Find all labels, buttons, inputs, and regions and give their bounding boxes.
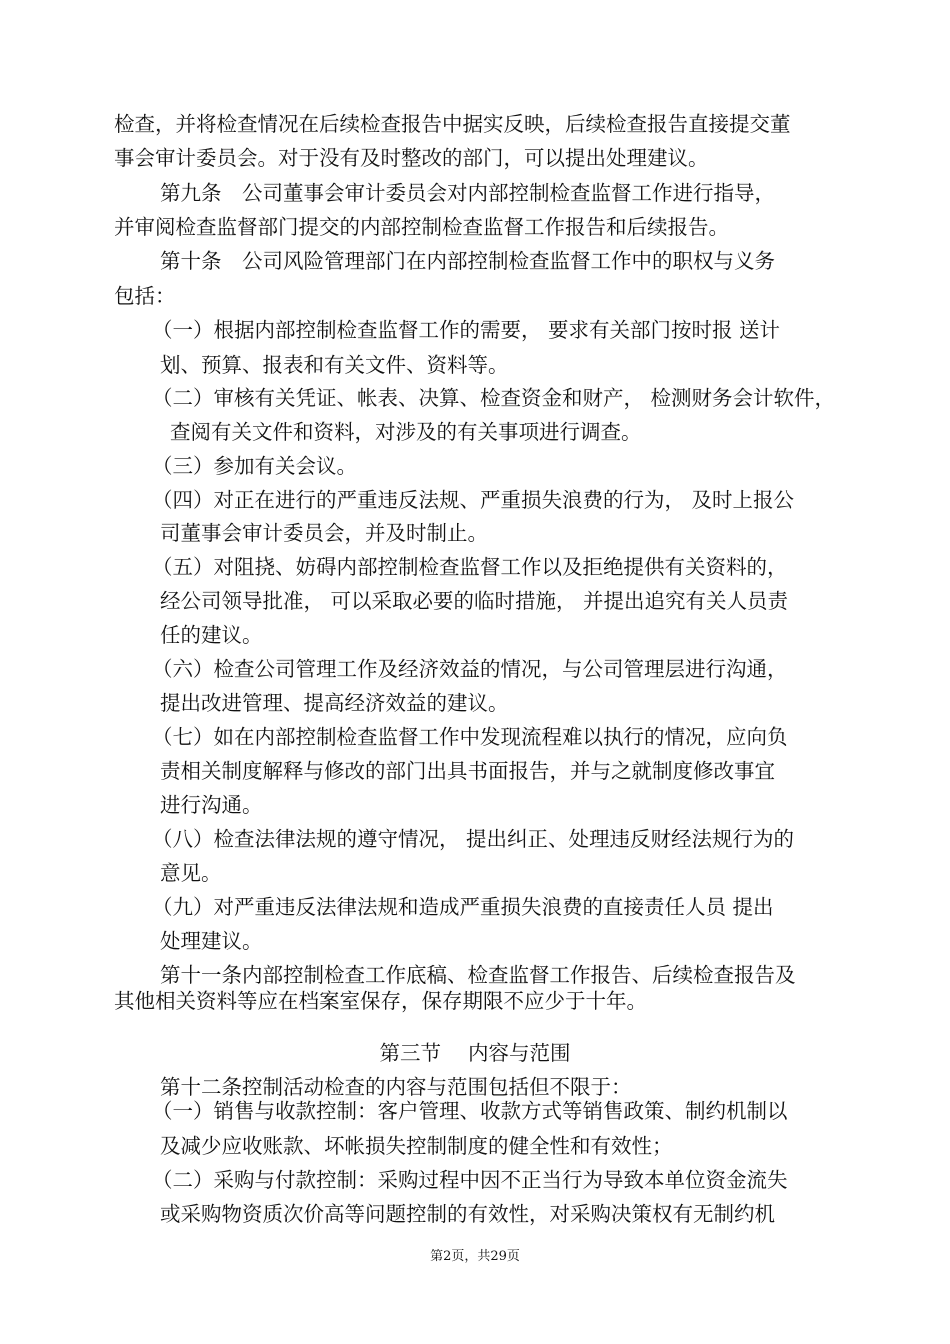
text-line: 包括：	[114, 284, 176, 308]
text-line: 其他相关资料等应在档案室保存，保存期限不应少于十年。	[114, 989, 647, 1013]
text-line: 及减少应收账款、坏帐损失控制制度的健全性和有效性；	[160, 1134, 673, 1158]
text-line: 处理建议。	[160, 929, 263, 953]
text-line: 事会审计委员会。对于没有及时整改的部门，可以提出处理建议。	[114, 146, 709, 170]
article-10-line: 第十条 公司风险管理部门在内部控制检查监督工作中的职权与义务	[160, 249, 775, 273]
text-line: 或采购物资质次价高等问题控制的有效性，对采购决策权有无制约机	[160, 1202, 775, 1226]
list-item-1: （一）根据内部控制检查监督工作的需要， 要求有关部门按时报 送计	[152, 318, 781, 342]
list-item-5: （五）对阻挠、妨碍内部控制检查监督工作以及拒绝提供有关资料的，	[152, 555, 788, 579]
article-11-line: 第十一条内部控制检查工作底稿、检查监督工作报告、后续检查报告及	[160, 963, 796, 987]
list-item-6: （六）检查公司管理工作及经济效益的情况，与公司管理层进行沟通，	[152, 657, 788, 681]
page-number-footer: 第2页，共29页	[430, 1249, 520, 1264]
text-line: 查阅有关文件和资料，对涉及的有关事项进行调查。	[170, 420, 642, 444]
list-item-2: （二）采购与付款控制：采购过程中因不正当行为导致本单位资金流失	[152, 1168, 788, 1192]
section-heading: 第三节 内容与范围	[379, 1041, 571, 1065]
list-item-1: （一）销售与收款控制：客户管理、收款方式等销售政策、制约机制以	[152, 1099, 788, 1123]
text-line: 意见。	[160, 861, 222, 885]
text-line: 划、预算、报表和有关文件、资料等。	[160, 353, 509, 377]
text-line: 进行沟通。	[160, 793, 263, 817]
article-9-line: 第九条 公司董事会审计委员会对内部控制检查监督工作进行指导，	[160, 181, 775, 205]
list-item-2: （二）审核有关凭证、帐表、决算、检查资金和财产， 检测财务会计软件，	[152, 386, 836, 410]
text-line: 并审阅检查监督部门提交的内部控制检查监督工作报告和后续报告。	[114, 215, 729, 239]
list-item-9: （九）对严重违反法律法规和造成严重损失浪费的直接责任人员 提出	[152, 895, 774, 919]
text-line: 任的建议。	[160, 623, 263, 647]
list-item-3: （三）参加有关会议。	[152, 454, 357, 478]
list-item-8: （八）检查法律法规的遵守情况， 提出纠正、处理违反财经法规行为的	[152, 827, 795, 851]
article-12-line: 第十二条控制活动检查的内容与范围包括但不限于：	[160, 1075, 632, 1099]
list-item-7: （七）如在内部控制检查监督工作中发现流程难以执行的情况，应向负	[152, 725, 788, 749]
text-line: 提出改进管理、提高经济效益的建议。	[160, 691, 509, 715]
text-line: 经公司领导批准， 可以采取必要的临时措施， 并提出追究有关人员责	[160, 589, 789, 613]
text-line: 责相关制度解释与修改的部门出具书面报告，并与之就制度修改事宜	[160, 759, 775, 783]
text-line: 司董事会审计委员会，并及时制止。	[160, 521, 488, 545]
text-line: 检查，并将检查情况在后续检查报告中据实反映，后续检查报告直接提交董	[114, 112, 791, 136]
list-item-4: （四）对正在进行的严重违反法规、严重损失浪费的行为， 及时上报公	[152, 488, 795, 512]
